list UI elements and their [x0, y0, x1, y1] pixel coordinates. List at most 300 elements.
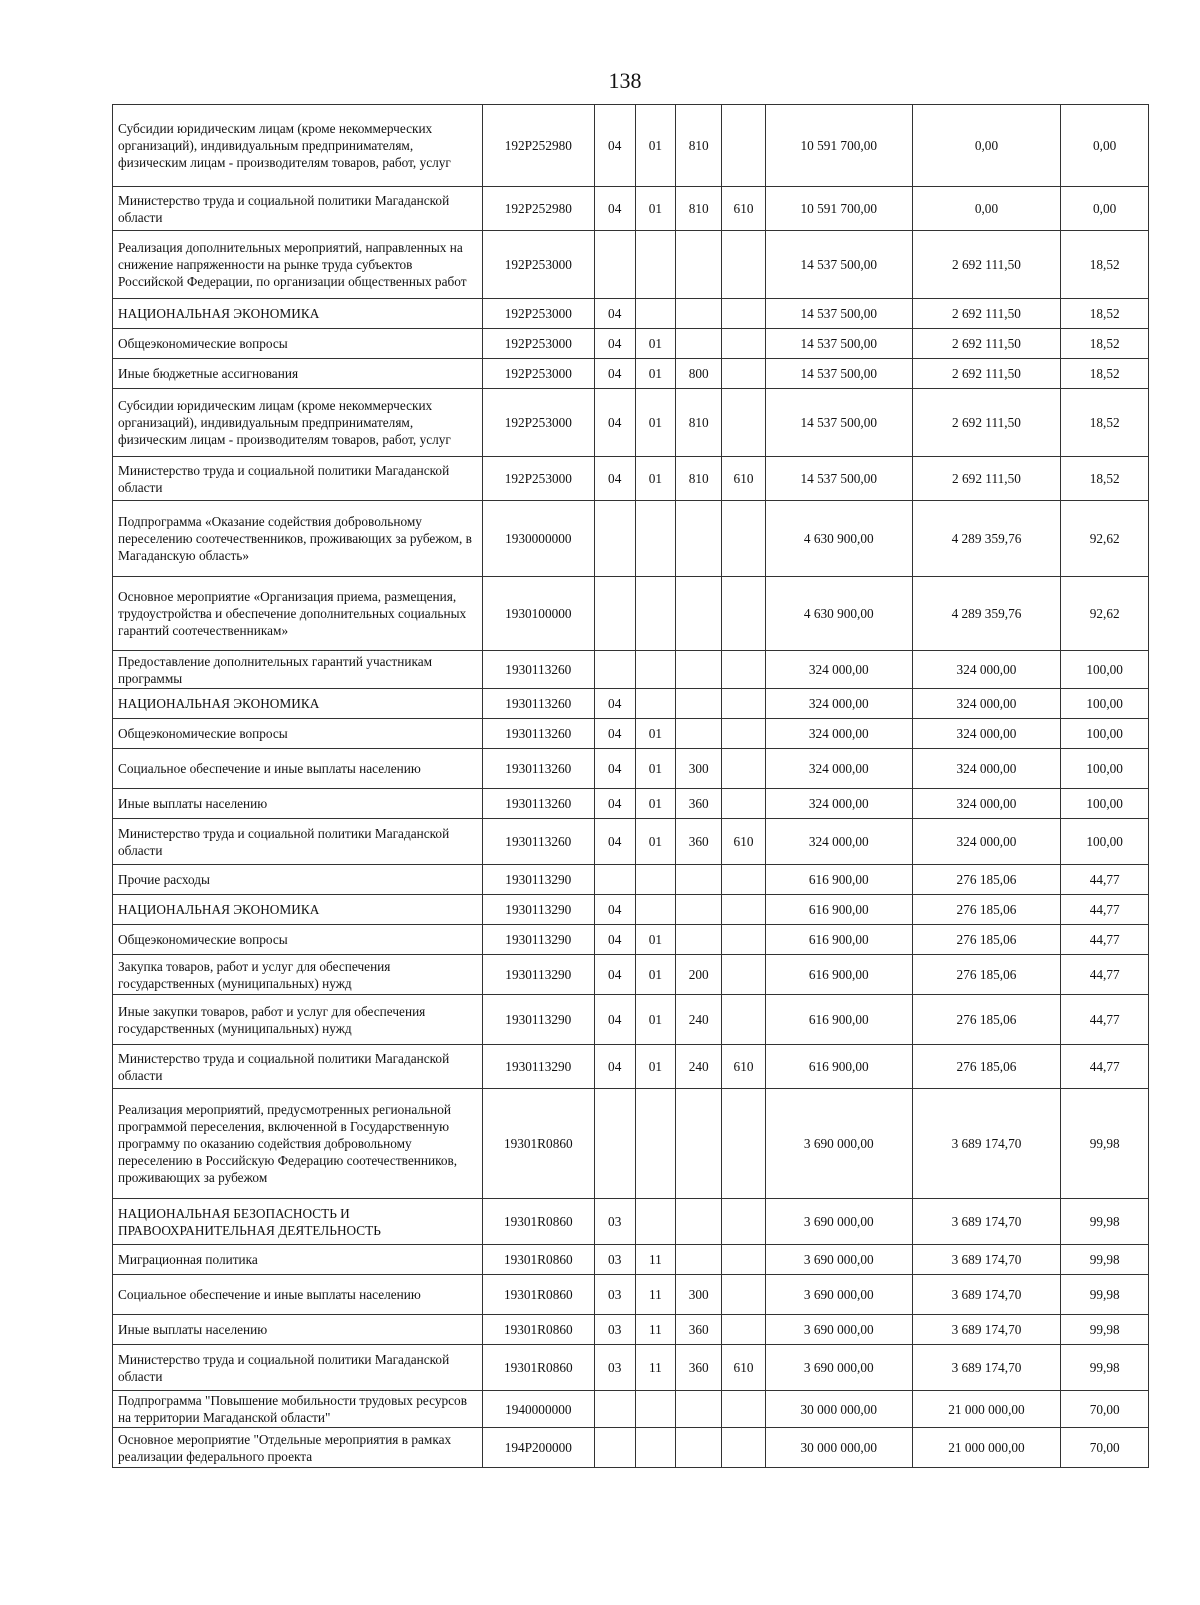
execution-percent: 99,98: [1061, 1345, 1149, 1391]
planned-amount: 324 000,00: [765, 749, 912, 789]
subsection-code: [635, 1428, 676, 1468]
admin-code: [722, 1199, 766, 1245]
row-name: Реализация дополнительных мероприятий, направленных на снижение напряженности на рынке труда субъектов Российской Федерации, по организации общественных работ: [113, 231, 483, 299]
admin-code: [722, 359, 766, 389]
admin-code: [722, 1315, 766, 1345]
actual-amount: 2 692 111,50: [912, 231, 1061, 299]
planned-amount: 30 000 000,00: [765, 1428, 912, 1468]
subsection-code: 01: [635, 749, 676, 789]
planned-amount: 3 690 000,00: [765, 1089, 912, 1199]
actual-amount: 2 692 111,50: [912, 359, 1061, 389]
subsection-code: 01: [635, 925, 676, 955]
actual-amount: 3 689 174,70: [912, 1199, 1061, 1245]
subsection-code: 01: [635, 389, 676, 457]
expense-type-code: [676, 895, 722, 925]
target-code: 192P253000: [482, 231, 594, 299]
target-code: 1930113290: [482, 955, 594, 995]
planned-amount: 616 900,00: [765, 1045, 912, 1089]
section-code: 04: [594, 789, 635, 819]
section-code: 04: [594, 819, 635, 865]
planned-amount: 3 690 000,00: [765, 1245, 912, 1275]
expense-type-code: [676, 865, 722, 895]
actual-amount: 276 185,06: [912, 895, 1061, 925]
budget-table: [112, 104, 1149, 1468]
target-code: 19301R0860: [482, 1315, 594, 1345]
section-code: 03: [594, 1245, 635, 1275]
section-code: [594, 1391, 635, 1428]
admin-code: [722, 895, 766, 925]
execution-percent: 18,52: [1061, 299, 1149, 329]
execution-percent: 18,52: [1061, 359, 1149, 389]
table-row: [113, 1045, 1149, 1089]
expense-type-code: [676, 299, 722, 329]
expense-type-code: 810: [676, 457, 722, 501]
section-code: 04: [594, 187, 635, 231]
admin-code: [722, 1245, 766, 1275]
execution-percent: 0,00: [1061, 187, 1149, 231]
table-row: [113, 389, 1149, 457]
admin-code: [722, 955, 766, 995]
subsection-code: 01: [635, 329, 676, 359]
table-row: [113, 231, 1149, 299]
actual-amount: 276 185,06: [912, 925, 1061, 955]
target-code: 192P253000: [482, 299, 594, 329]
planned-amount: 616 900,00: [765, 925, 912, 955]
subsection-code: 01: [635, 955, 676, 995]
admin-code: [722, 329, 766, 359]
row-name: Министерство труда и социальной политики Магаданской области: [113, 457, 483, 501]
expense-type-code: [676, 925, 722, 955]
planned-amount: 14 537 500,00: [765, 389, 912, 457]
planned-amount: 324 000,00: [765, 819, 912, 865]
execution-percent: 44,77: [1061, 895, 1149, 925]
table-row: [113, 925, 1149, 955]
table-row: [113, 689, 1149, 719]
target-code: 1930113260: [482, 689, 594, 719]
table-row: [113, 955, 1149, 995]
row-name: Основное мероприятие "Отдельные мероприятия в рамках реализации федерального проекта: [113, 1428, 483, 1468]
subsection-code: 01: [635, 789, 676, 819]
target-code: 1930100000: [482, 577, 594, 651]
target-code: 1930113260: [482, 651, 594, 689]
subsection-code: [635, 651, 676, 689]
actual-amount: 276 185,06: [912, 955, 1061, 995]
expense-type-code: [676, 689, 722, 719]
admin-code: [722, 1428, 766, 1468]
planned-amount: 616 900,00: [765, 955, 912, 995]
target-code: 1930113260: [482, 749, 594, 789]
target-code: 192P253000: [482, 359, 594, 389]
execution-percent: 100,00: [1061, 689, 1149, 719]
actual-amount: 324 000,00: [912, 651, 1061, 689]
planned-amount: 324 000,00: [765, 651, 912, 689]
section-code: 04: [594, 895, 635, 925]
target-code: 192P253000: [482, 457, 594, 501]
section-code: 04: [594, 329, 635, 359]
actual-amount: 4 289 359,76: [912, 501, 1061, 577]
target-code: 1930113290: [482, 1045, 594, 1089]
planned-amount: 30 000 000,00: [765, 1391, 912, 1428]
table-row: [113, 1428, 1149, 1468]
section-code: 04: [594, 457, 635, 501]
admin-code: [722, 231, 766, 299]
expense-type-code: 240: [676, 1045, 722, 1089]
row-name: НАЦИОНАЛЬНАЯ ЭКОНОМИКА: [113, 299, 483, 329]
execution-percent: 100,00: [1061, 789, 1149, 819]
admin-code: [722, 651, 766, 689]
subsection-code: [635, 865, 676, 895]
actual-amount: 324 000,00: [912, 719, 1061, 749]
target-code: 1930113290: [482, 925, 594, 955]
subsection-code: [635, 577, 676, 651]
actual-amount: 3 689 174,70: [912, 1089, 1061, 1199]
table-row: [113, 329, 1149, 359]
row-name: Субсидии юридическим лицам (кроме некоммерческих организаций), индивидуальным предпринимателям, физическим лицам - производителям товаров, работ, услуг: [113, 389, 483, 457]
expense-type-code: 810: [676, 105, 722, 187]
expense-type-code: 200: [676, 955, 722, 995]
admin-code: 610: [722, 457, 766, 501]
actual-amount: 324 000,00: [912, 819, 1061, 865]
table-row: [113, 577, 1149, 651]
subsection-code: [635, 1089, 676, 1199]
execution-percent: 44,77: [1061, 925, 1149, 955]
table-row: [113, 1391, 1149, 1428]
planned-amount: 616 900,00: [765, 865, 912, 895]
section-code: 04: [594, 1045, 635, 1089]
admin-code: 610: [722, 187, 766, 231]
row-name: Иные выплаты населению: [113, 789, 483, 819]
row-name: Основное мероприятие «Организация приема, размещения, трудоустройства и обеспечение дополнительных социальных гарантий соотечественникам»: [113, 577, 483, 651]
target-code: 1930000000: [482, 501, 594, 577]
target-code: 1940000000: [482, 1391, 594, 1428]
section-code: 03: [594, 1345, 635, 1391]
target-code: 19301R0860: [482, 1089, 594, 1199]
actual-amount: 3 689 174,70: [912, 1275, 1061, 1315]
table-row: [113, 789, 1149, 819]
subsection-code: [635, 1199, 676, 1245]
table-row: [113, 1245, 1149, 1275]
row-name: Социальное обеспечение и иные выплаты населению: [113, 1275, 483, 1315]
planned-amount: 14 537 500,00: [765, 359, 912, 389]
section-code: 04: [594, 995, 635, 1045]
expense-type-code: [676, 651, 722, 689]
row-name: Министерство труда и социальной политики Магаданской области: [113, 187, 483, 231]
target-code: 1930113290: [482, 865, 594, 895]
admin-code: [722, 789, 766, 819]
actual-amount: 276 185,06: [912, 995, 1061, 1045]
execution-percent: 18,52: [1061, 389, 1149, 457]
execution-percent: 100,00: [1061, 719, 1149, 749]
actual-amount: 276 185,06: [912, 1045, 1061, 1089]
actual-amount: 2 692 111,50: [912, 389, 1061, 457]
planned-amount: 3 690 000,00: [765, 1199, 912, 1245]
subsection-code: 01: [635, 819, 676, 865]
target-code: 192P252980: [482, 105, 594, 187]
row-name: Общеэкономические вопросы: [113, 329, 483, 359]
row-name: Социальное обеспечение и иные выплаты населению: [113, 749, 483, 789]
subsection-code: [635, 689, 676, 719]
expense-type-code: 810: [676, 389, 722, 457]
admin-code: [722, 719, 766, 749]
table-row: [113, 105, 1149, 187]
row-name: Субсидии юридическим лицам (кроме некоммерческих организаций), индивидуальным предпринимателям, физическим лицам - производителям товаров, работ, услуг: [113, 105, 483, 187]
execution-percent: 99,98: [1061, 1089, 1149, 1199]
page-number: 138: [608, 68, 642, 93]
row-name: Реализация мероприятий, предусмотренных региональной программой переселения, включенной в Государственную программу по оказанию содействия добровольному переселению в Российскую Федерацию соотечественников, проживающих за рубежом: [113, 1089, 483, 1199]
table-row: [113, 995, 1149, 1045]
planned-amount: 3 690 000,00: [765, 1315, 912, 1345]
table-row: [113, 457, 1149, 501]
section-code: 04: [594, 689, 635, 719]
execution-percent: 100,00: [1061, 651, 1149, 689]
section-code: [594, 1428, 635, 1468]
table-row: [113, 895, 1149, 925]
table-row: [113, 651, 1149, 689]
expense-type-code: [676, 1245, 722, 1275]
row-name: Министерство труда и социальной политики Магаданской области: [113, 1045, 483, 1089]
admin-code: [722, 299, 766, 329]
expense-type-code: 300: [676, 749, 722, 789]
admin-code: 610: [722, 819, 766, 865]
planned-amount: 4 630 900,00: [765, 501, 912, 577]
target-code: 192P253000: [482, 329, 594, 359]
expense-type-code: 360: [676, 789, 722, 819]
execution-percent: 70,00: [1061, 1391, 1149, 1428]
subsection-code: 01: [635, 359, 676, 389]
actual-amount: 276 185,06: [912, 865, 1061, 895]
section-code: 04: [594, 955, 635, 995]
subsection-code: 01: [635, 105, 676, 187]
row-name: Министерство труда и социальной политики Магаданской области: [113, 1345, 483, 1391]
actual-amount: 3 689 174,70: [912, 1345, 1061, 1391]
target-code: 1930113260: [482, 789, 594, 819]
target-code: 1930113290: [482, 895, 594, 925]
planned-amount: 324 000,00: [765, 689, 912, 719]
admin-code: [722, 105, 766, 187]
table-row: [113, 299, 1149, 329]
admin-code: 610: [722, 1045, 766, 1089]
row-name: Иные закупки товаров, работ и услуг для обеспечения государственных (муниципальных) нужд: [113, 995, 483, 1045]
subsection-code: 11: [635, 1345, 676, 1391]
row-name: Подпрограмма «Оказание содействия добровольному переселению соотечественников, проживающих за рубежом, в Магаданскую область»: [113, 501, 483, 577]
execution-percent: 99,98: [1061, 1245, 1149, 1275]
table-row: [113, 1345, 1149, 1391]
admin-code: [722, 1391, 766, 1428]
execution-percent: 44,77: [1061, 1045, 1149, 1089]
target-code: 192P253000: [482, 389, 594, 457]
table-row: [113, 187, 1149, 231]
table-row: [113, 359, 1149, 389]
row-name: Министерство труда и социальной политики Магаданской области: [113, 819, 483, 865]
subsection-code: 11: [635, 1245, 676, 1275]
section-code: 04: [594, 359, 635, 389]
section-code: [594, 501, 635, 577]
section-code: 04: [594, 749, 635, 789]
target-code: 19301R0860: [482, 1275, 594, 1315]
execution-percent: 99,98: [1061, 1315, 1149, 1345]
planned-amount: 14 537 500,00: [765, 299, 912, 329]
row-name: Предоставление дополнительных гарантий участникам программы: [113, 651, 483, 689]
table-row: [113, 819, 1149, 865]
execution-percent: 44,77: [1061, 995, 1149, 1045]
planned-amount: 3 690 000,00: [765, 1275, 912, 1315]
admin-code: [722, 749, 766, 789]
table-row: [113, 719, 1149, 749]
admin-code: [722, 501, 766, 577]
expense-type-code: 810: [676, 187, 722, 231]
expense-type-code: [676, 501, 722, 577]
subsection-code: [635, 895, 676, 925]
expense-type-code: [676, 577, 722, 651]
expense-type-code: 800: [676, 359, 722, 389]
actual-amount: 2 692 111,50: [912, 329, 1061, 359]
section-code: 03: [594, 1199, 635, 1245]
target-code: 19301R0860: [482, 1245, 594, 1275]
planned-amount: 4 630 900,00: [765, 577, 912, 651]
execution-percent: 18,52: [1061, 329, 1149, 359]
table-row: [113, 865, 1149, 895]
section-code: 04: [594, 925, 635, 955]
row-name: Общеэкономические вопросы: [113, 925, 483, 955]
execution-percent: 18,52: [1061, 231, 1149, 299]
expense-type-code: 360: [676, 1315, 722, 1345]
actual-amount: 3 689 174,70: [912, 1315, 1061, 1345]
target-code: 19301R0860: [482, 1199, 594, 1245]
target-code: 194P200000: [482, 1428, 594, 1468]
subsection-code: 01: [635, 719, 676, 749]
row-name: Иные выплаты населению: [113, 1315, 483, 1345]
row-name: НАЦИОНАЛЬНАЯ ЭКОНОМИКА: [113, 895, 483, 925]
row-name: Прочие расходы: [113, 865, 483, 895]
section-code: [594, 865, 635, 895]
section-code: 04: [594, 389, 635, 457]
expense-type-code: [676, 329, 722, 359]
target-code: 1930113260: [482, 719, 594, 749]
section-code: [594, 1089, 635, 1199]
subsection-code: [635, 299, 676, 329]
subsection-code: 01: [635, 457, 676, 501]
expense-type-code: [676, 1391, 722, 1428]
subsection-code: [635, 1391, 676, 1428]
section-code: 04: [594, 299, 635, 329]
section-code: 03: [594, 1275, 635, 1315]
execution-percent: 100,00: [1061, 749, 1149, 789]
admin-code: [722, 1275, 766, 1315]
execution-percent: 44,77: [1061, 865, 1149, 895]
admin-code: [722, 925, 766, 955]
subsection-code: 01: [635, 1045, 676, 1089]
subsection-code: 11: [635, 1275, 676, 1315]
row-name: НАЦИОНАЛЬНАЯ ЭКОНОМИКА: [113, 689, 483, 719]
admin-code: [722, 389, 766, 457]
actual-amount: 0,00: [912, 105, 1061, 187]
expense-type-code: [676, 1428, 722, 1468]
actual-amount: 21 000 000,00: [912, 1391, 1061, 1428]
subsection-code: [635, 231, 676, 299]
planned-amount: 14 537 500,00: [765, 231, 912, 299]
expense-type-code: [676, 719, 722, 749]
target-code: 1930113290: [482, 995, 594, 1045]
row-name: Общеэкономические вопросы: [113, 719, 483, 749]
section-code: [594, 651, 635, 689]
expense-type-code: [676, 1089, 722, 1199]
execution-percent: 92,62: [1061, 577, 1149, 651]
planned-amount: 616 900,00: [765, 995, 912, 1045]
subsection-code: 11: [635, 1315, 676, 1345]
actual-amount: 21 000 000,00: [912, 1428, 1061, 1468]
execution-percent: 70,00: [1061, 1428, 1149, 1468]
actual-amount: 324 000,00: [912, 749, 1061, 789]
admin-code: [722, 865, 766, 895]
row-name: Миграционная политика: [113, 1245, 483, 1275]
subsection-code: 01: [635, 187, 676, 231]
section-code: 03: [594, 1315, 635, 1345]
actual-amount: 4 289 359,76: [912, 577, 1061, 651]
planned-amount: 14 537 500,00: [765, 457, 912, 501]
section-code: 04: [594, 105, 635, 187]
table-row: [113, 1199, 1149, 1245]
admin-code: [722, 995, 766, 1045]
expense-type-code: 360: [676, 1345, 722, 1391]
table-row: [113, 501, 1149, 577]
execution-percent: 99,98: [1061, 1199, 1149, 1245]
target-code: 192P252980: [482, 187, 594, 231]
planned-amount: 10 591 700,00: [765, 105, 912, 187]
subsection-code: [635, 501, 676, 577]
row-name: Закупка товаров, работ и услуг для обеспечения государственных (муниципальных) нужд: [113, 955, 483, 995]
expense-type-code: [676, 231, 722, 299]
actual-amount: 0,00: [912, 187, 1061, 231]
actual-amount: 3 689 174,70: [912, 1245, 1061, 1275]
execution-percent: 0,00: [1061, 105, 1149, 187]
row-name: Иные бюджетные ассигнования: [113, 359, 483, 389]
admin-code: [722, 689, 766, 719]
expense-type-code: 300: [676, 1275, 722, 1315]
actual-amount: 2 692 111,50: [912, 299, 1061, 329]
admin-code: [722, 1089, 766, 1199]
expense-type-code: [676, 1199, 722, 1245]
planned-amount: 10 591 700,00: [765, 187, 912, 231]
target-code: 1930113260: [482, 819, 594, 865]
execution-percent: 99,98: [1061, 1275, 1149, 1315]
target-code: 19301R0860: [482, 1345, 594, 1391]
section-code: [594, 231, 635, 299]
admin-code: [722, 577, 766, 651]
section-code: 04: [594, 719, 635, 749]
planned-amount: 14 537 500,00: [765, 329, 912, 359]
row-name: НАЦИОНАЛЬНАЯ БЕЗОПАСНОСТЬ И ПРАВООХРАНИТЕЛЬНАЯ ДЕЯТЕЛЬНОСТЬ: [113, 1199, 483, 1245]
execution-percent: 100,00: [1061, 819, 1149, 865]
planned-amount: 324 000,00: [765, 789, 912, 819]
table-row: [113, 1089, 1149, 1199]
actual-amount: 324 000,00: [912, 689, 1061, 719]
section-code: [594, 577, 635, 651]
expense-type-code: 360: [676, 819, 722, 865]
subsection-code: 01: [635, 995, 676, 1045]
table-row: [113, 1275, 1149, 1315]
actual-amount: 2 692 111,50: [912, 457, 1061, 501]
table-row: [113, 1315, 1149, 1345]
planned-amount: 616 900,00: [765, 895, 912, 925]
admin-code: 610: [722, 1345, 766, 1391]
row-name: Подпрограмма "Повышение мобильности трудовых ресурсов на территории Магаданской области": [113, 1391, 483, 1428]
execution-percent: 92,62: [1061, 501, 1149, 577]
actual-amount: 324 000,00: [912, 789, 1061, 819]
execution-percent: 44,77: [1061, 955, 1149, 995]
table-row: [113, 749, 1149, 789]
planned-amount: 3 690 000,00: [765, 1345, 912, 1391]
execution-percent: 18,52: [1061, 457, 1149, 501]
